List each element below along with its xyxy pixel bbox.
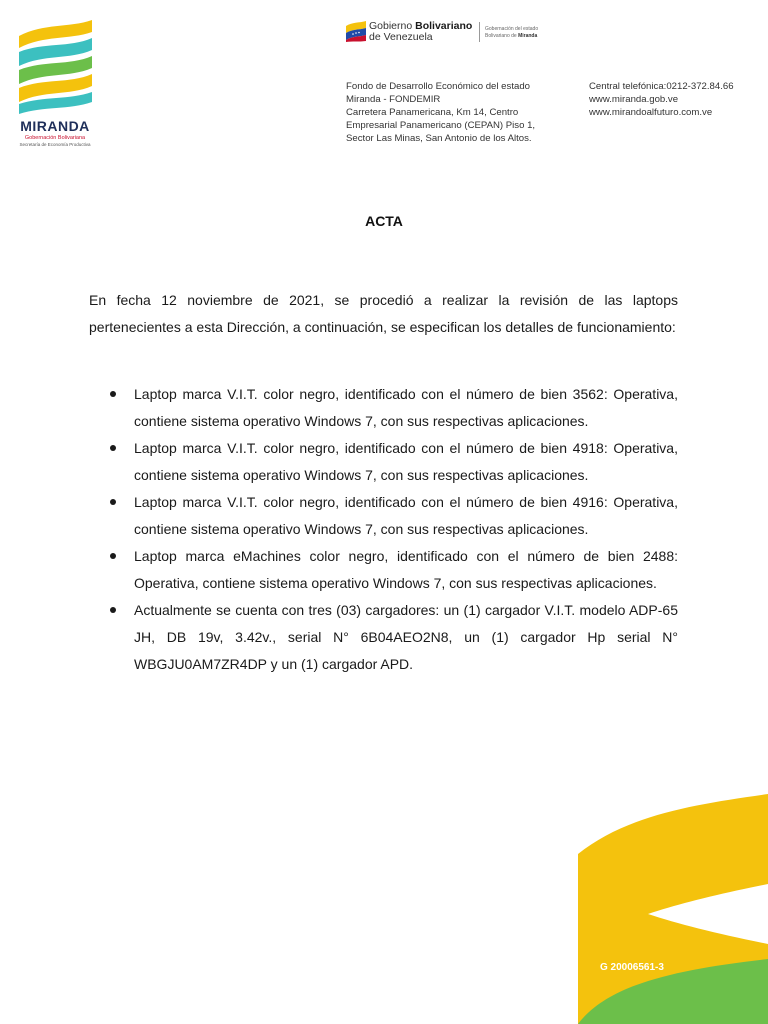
gov-line-1: Gobierno Bolivariano	[369, 20, 473, 32]
miranda-logo	[14, 18, 96, 150]
gov-small-line-2: Bolivariano de Miranda	[485, 33, 538, 39]
list-item: Actualmente se cuenta con tres (03) cargadores: un (1) cargador V.I.T. modelo ADP-65 JH, DB 19v, 3.42v., serial N° 6B04AEO2N8, un (1) cargador Hp serial N° WBGJU0AM7ZR4DP y un (1) cargador APD.	[89, 597, 678, 678]
address-line: Empresarial Panamericano (CEPAN) Piso 1,	[346, 120, 536, 131]
bullet-icon	[110, 499, 116, 505]
contact-phone: Central telefónica:0212-372.84.66	[589, 81, 734, 92]
address-line: Fondo de Desarrollo Económico del estado	[346, 81, 530, 92]
logo-subtitle: Gobernación Bolivariana	[24, 135, 86, 141]
logo-tagline: Secretaría de Economía Productiva	[19, 142, 91, 147]
contact-block	[589, 80, 764, 119]
address-block	[346, 80, 576, 145]
document-title: ACTA	[365, 213, 403, 229]
list-item: Laptop marca V.I.T. color negro, identificado con el número de bien 4918: Operativa, contiene sistema operativo Windows 7, con sus respectivas aplicaciones.	[89, 435, 678, 489]
intro-paragraph	[89, 287, 678, 341]
list-item: Laptop marca eMachines color negro, identificado con el número de bien 2488: Operativa, contiene sistema operativo Windows 7, con sus respectivas aplicaciones.	[89, 543, 678, 597]
intro-text: En fecha 12 noviembre de 2021, se procedió a realizar la revisión de las laptops pertenecientes a esta Dirección, a continuación, se especifican los detalles de funcionamiento:	[89, 292, 678, 335]
address-line: Carretera Panamericana, Km 14, Centro	[346, 107, 519, 118]
corner-wave-graphic	[578, 794, 768, 1024]
list-item: Laptop marca V.I.T. color negro, identificado con el número de bien 4916: Operativa, contiene sistema operativo Windows 7, con sus respectivas aplicaciones.	[89, 489, 678, 543]
address-line: Miranda - FONDEMIR	[346, 94, 441, 105]
bullet-icon	[110, 445, 116, 451]
logo-title: MIRANDA	[20, 118, 90, 134]
address-line: Sector Las Minas, San Antonio de los Altos.	[346, 133, 532, 144]
bullet-icon	[110, 391, 116, 397]
gov-divider	[479, 22, 480, 42]
items-list	[89, 381, 678, 678]
miranda-logo-waves-icon	[14, 18, 96, 118]
gov-line-2: de Venezuela	[369, 31, 433, 43]
venezuela-flag-icon	[345, 20, 367, 42]
bullet-icon	[110, 607, 116, 613]
bullet-icon	[110, 553, 116, 559]
government-header	[345, 18, 565, 48]
contact-website-2: www.mirandoalfuturo.com.ve	[589, 107, 713, 118]
rif-code: G 20006561-3	[600, 962, 664, 973]
gov-small-line-1: Gobernación del estado	[485, 26, 539, 32]
contact-website: www.miranda.gob.ve	[589, 94, 679, 105]
list-item: Laptop marca V.I.T. color negro, identificado con el número de bien 3562: Operativa, contiene sistema operativo Windows 7, con sus respectivas aplicaciones.	[89, 381, 678, 435]
